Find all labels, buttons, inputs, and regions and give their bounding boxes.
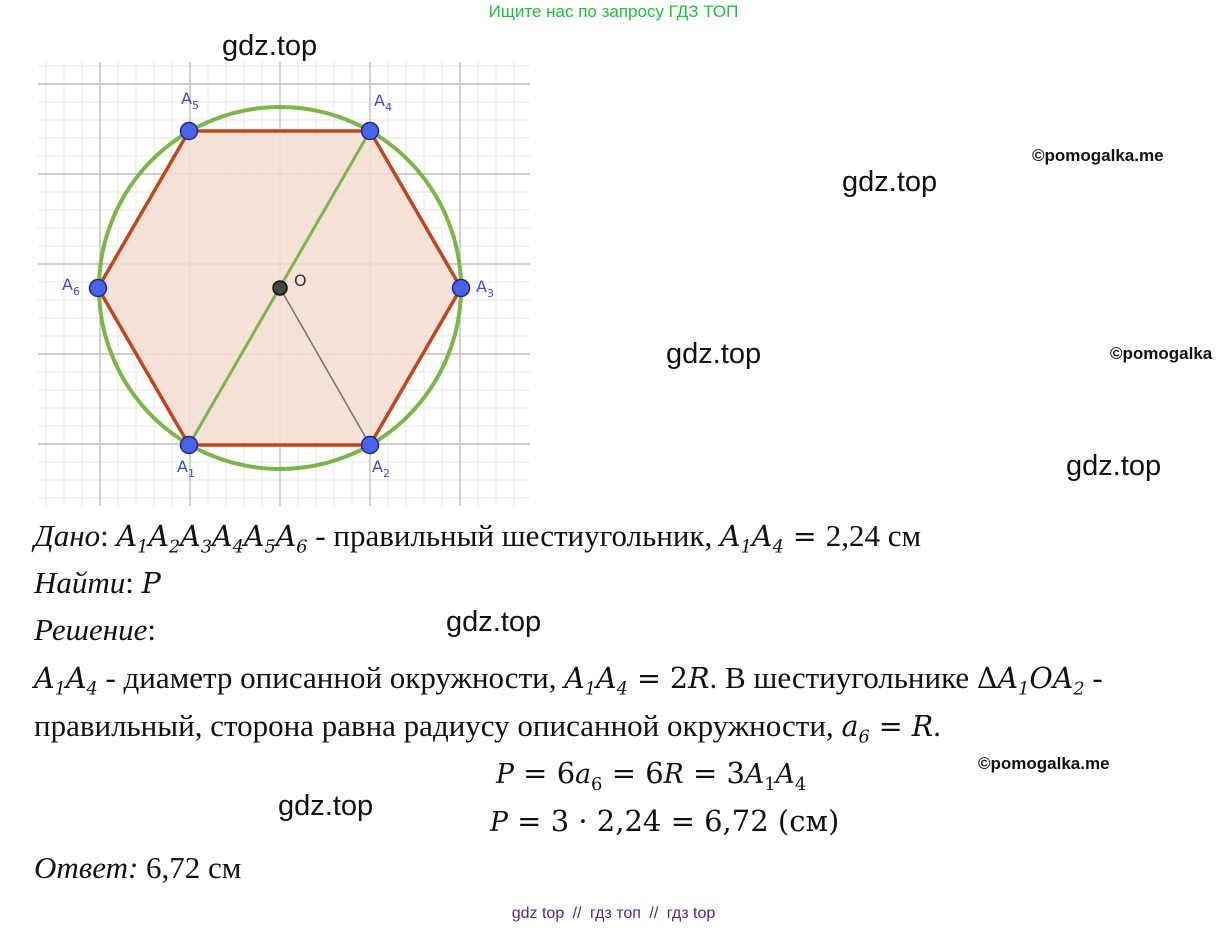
label-a5: $A_5$	[181, 89, 199, 112]
solution-label: Решение	[34, 612, 148, 647]
label-a4: $A_4$	[374, 91, 392, 114]
footer-separator: //	[572, 905, 582, 922]
vertex-a2	[362, 437, 379, 454]
label-a1: $A_1$	[177, 457, 195, 480]
footer-link-1[interactable]: gdz top	[511, 905, 565, 922]
watermark-gdz-4: gdz.top	[1066, 450, 1162, 482]
line1-rest: - диаметр описанной окружности,	[97, 660, 565, 695]
find-line: Найти: P	[34, 565, 161, 600]
solution-line-1: $A_1A_4$ - диаметр описанной окружности, $A_1A_4 = 2R$. В шестиугольнике $\Delta A_1OA_2$ -	[34, 660, 1103, 700]
answer-line	[34, 850, 241, 886]
watermark-gdz-5: gdz.top	[446, 606, 542, 638]
label-o: O	[294, 271, 307, 290]
given-value: 2,24 см	[825, 518, 922, 553]
line1-end: -	[1084, 660, 1103, 695]
watermark-pomogalka-3: ©pomogalka.me	[978, 754, 1110, 773]
watermark-gdz-6: gdz.top	[278, 790, 374, 822]
line2-text: правильный, сторона равна радиусу описанной окружности,	[34, 708, 842, 743]
vertex-a3	[453, 280, 470, 297]
find-value: P	[141, 567, 161, 600]
given-label: Дано	[34, 518, 101, 553]
watermark-gdz-2: gdz.top	[842, 166, 938, 198]
hexagon-name: $A_1A_2A_3A_4A_5A_6$	[116, 520, 308, 558]
vertex-a1	[181, 437, 198, 454]
solution-line-2: правильный, сторона равна радиусу описанной окружности, $a_6 = R$.	[34, 708, 941, 748]
center-point	[273, 281, 287, 295]
top-banner: Ищите нас по запросу ГДЗ ТОП	[488, 2, 739, 21]
formula-1: $P = 6a_6 = 6R = 3A_1A_4$	[496, 756, 807, 795]
hexagon-figure	[38, 62, 532, 508]
answer-label: Ответ:	[34, 850, 139, 885]
label-a3: $A_3$	[476, 277, 494, 300]
formula-2: P = 3 · 2,24 = 6,72 (см)	[490, 804, 840, 838]
line1-tail: . В шестиугольнике	[709, 660, 977, 695]
footer-links	[0, 905, 1227, 923]
watermark-pomogalka-2: ©pomogalka	[1110, 344, 1213, 363]
vertex-a5	[181, 123, 198, 140]
label-a6: $A_6$	[62, 275, 80, 298]
watermark-gdz-3: gdz.top	[666, 338, 762, 370]
footer-link-2[interactable]: гдз топ	[590, 905, 641, 922]
given-rest: - правильный шестиугольник,	[307, 518, 720, 553]
given-line: Дано: $A_1A_2A_3A_4A_5A_6$ - правильный шестиугольник, $A_1A_4 = 2,24$ см	[34, 518, 922, 558]
label-a2: $A_2$	[372, 457, 390, 480]
answer-value: 6,72 см	[146, 850, 242, 885]
vertex-a6	[90, 280, 107, 297]
watermark-gdz-1: gdz.top	[222, 30, 318, 62]
vertex-a4	[362, 123, 379, 140]
given-segment: $A_1A_4$	[720, 520, 784, 558]
footer-link-3[interactable]: гдз top	[666, 905, 716, 922]
watermark-pomogalka-1: ©pomogalka.me	[1032, 146, 1164, 165]
find-label: Найти	[34, 565, 126, 600]
solution-label-line: Решение:	[34, 612, 156, 647]
footer-separator: //	[649, 905, 659, 922]
